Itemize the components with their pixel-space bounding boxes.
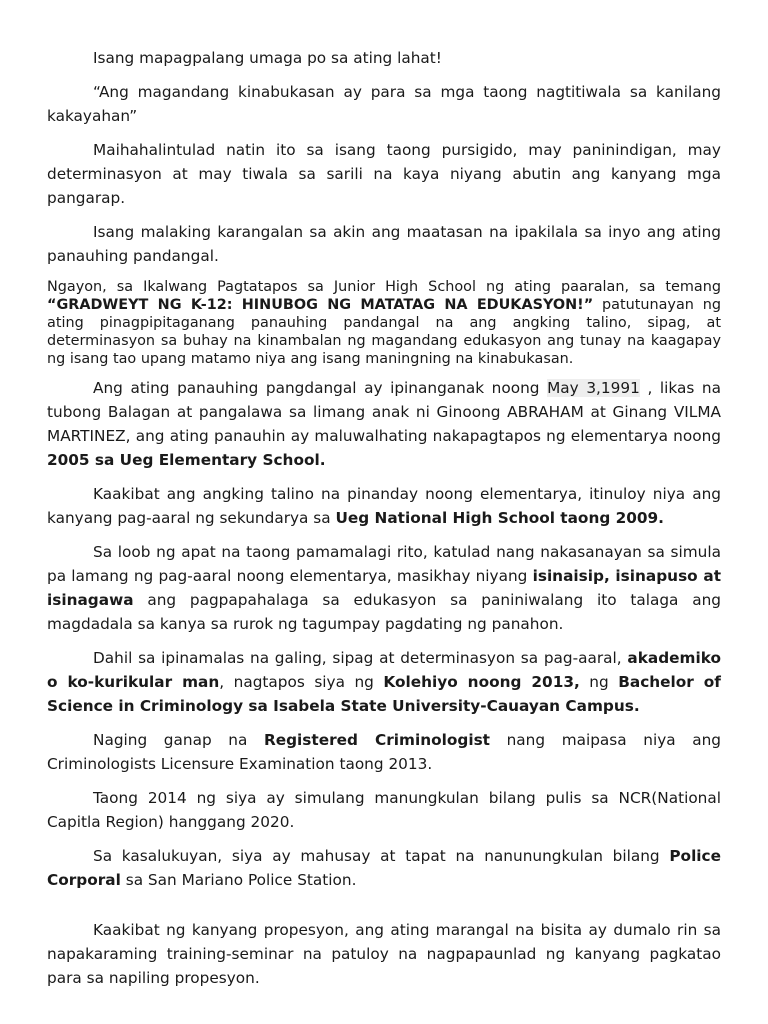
theme-text-a: Ngayon, sa Ikalwang Pagtatapos sa Junior High School ng ating paaralan, sa temang bbox=[47, 279, 721, 295]
high-school: Ueg National High School taong 2009. bbox=[335, 509, 664, 527]
position-title: Police Corporal bbox=[47, 847, 721, 889]
birth-paragraph bbox=[47, 376, 721, 472]
dedication-text-a: Sa loob ng apat na taong pamamalagi rito, katulad nang nakasanayan sa simula pa lamang ng pag-aaral noong elementarya, masikhay niyang bbox=[47, 543, 721, 585]
comparison-paragraph: Maihahalintulad natin ito sa isang taong pursigido, may paninindigan, may determinasyon at may tiwala sa sarili na kaya niyang abutin ang kanyang mga pangarap. bbox=[47, 141, 721, 207]
dedication-paragraph bbox=[47, 540, 721, 636]
position-text-b: sa San Mariano Police Station. bbox=[120, 871, 357, 889]
birth-date: May 3,1991 bbox=[547, 379, 640, 397]
college-text-c: ng bbox=[579, 673, 619, 691]
college-degree: Bachelor of Science in Criminology sa Isabela State University-Cauayan Campus. bbox=[47, 673, 721, 715]
training-paragraph: Kaakibat ng kanyang propesyon, ang ating marangal na bisita ay dumalo rin sa napakaraming training-seminar na patuloy na nagpapaunlad ng kanyang pagkatao para sa napiling propesyon. bbox=[47, 921, 721, 987]
document-body bbox=[47, 46, 721, 1000]
college-text-b: , nagtapos siya ng bbox=[219, 673, 384, 691]
criminologist-text-b: nang maipasa niya ang Criminologists Licensure Examination taong 2013. bbox=[47, 731, 722, 773]
college-bold-2: Kolehiyo noong 2013, bbox=[383, 673, 580, 691]
current-position-paragraph bbox=[47, 844, 721, 892]
theme-paragraph bbox=[47, 278, 721, 368]
secondary-text: Kaakibat ang angking talino na pinanday noong elementarya, itinuloy niya ang kanyang pag-aaral ng sekundarya sa bbox=[47, 485, 721, 527]
position-text-a: Sa kasalukuyan, siya ay mahusay at tapat na nanunungkulan bilang bbox=[93, 847, 670, 865]
dedication-bold: isinaisip, isinapuso at isinagawa bbox=[47, 567, 722, 609]
theme-text-b: patutunayan ng ating pinagpipitaganang panauhing pandangal na ang angking talino, sipag, at determinasyon sa buhay na kinambalan ng magandang edukasyon ang tunay na kaagapay ng isang tao upang matamo niya ang isang maningning na kinabukasan. bbox=[47, 297, 722, 367]
theme-title: “GRADWEYT NG K-12: HINUBOG NG MATATAG NA EDUKASYON!” bbox=[47, 297, 594, 313]
college-text-a: Dahil sa ipinamalas na galing, sipag at determinasyon sa pag-aaral, bbox=[93, 649, 628, 667]
college-paragraph bbox=[47, 646, 721, 718]
police-service-paragraph: Taong 2014 ng siya ay simulang manungkulan bilang pulis sa NCR(National Capitla Region) hanggang 2020. bbox=[47, 789, 721, 831]
dedication-text-b: ang pagpapahalaga sa edukasyon sa paniniwalang ito talaga ang magdadala sa kanya sa rurok ng tagumpay pagdating ng panahon. bbox=[47, 591, 721, 633]
secondary-paragraph bbox=[47, 482, 721, 530]
criminologist-text-a: Naging ganap na bbox=[93, 731, 264, 749]
criminologist-title: Registered Criminologist bbox=[263, 731, 490, 749]
college-bold-1: akademiko o ko-kurikular man bbox=[47, 649, 721, 691]
elementary-school: 2005 sa Ueg Elementary School. bbox=[47, 451, 326, 469]
birth-text-a: Ang ating panauhing pangdangal ay ipinanganak noong bbox=[93, 379, 548, 397]
criminologist-paragraph bbox=[47, 728, 721, 776]
quote-paragraph: “Ang magandang kinabukasan ay para sa mga taong nagtitiwala sa kanilang kakayahan” bbox=[47, 83, 721, 125]
birth-text-b: , likas na tubong Balagan at pangalawa sa limang anak ni Ginoong ABRAHAM at Ginang VILMA MARTINEZ, ang ating panauhin ay maluwalhating nakapagtapos ng elementarya noong bbox=[47, 379, 721, 445]
greeting-paragraph: Isang mapagpalang umaga po sa ating lahat! bbox=[93, 49, 442, 67]
honor-paragraph: Isang malaking karangalan sa akin ang maatasan na ipakilala sa inyo ang ating panauhing pandangal. bbox=[47, 223, 721, 265]
